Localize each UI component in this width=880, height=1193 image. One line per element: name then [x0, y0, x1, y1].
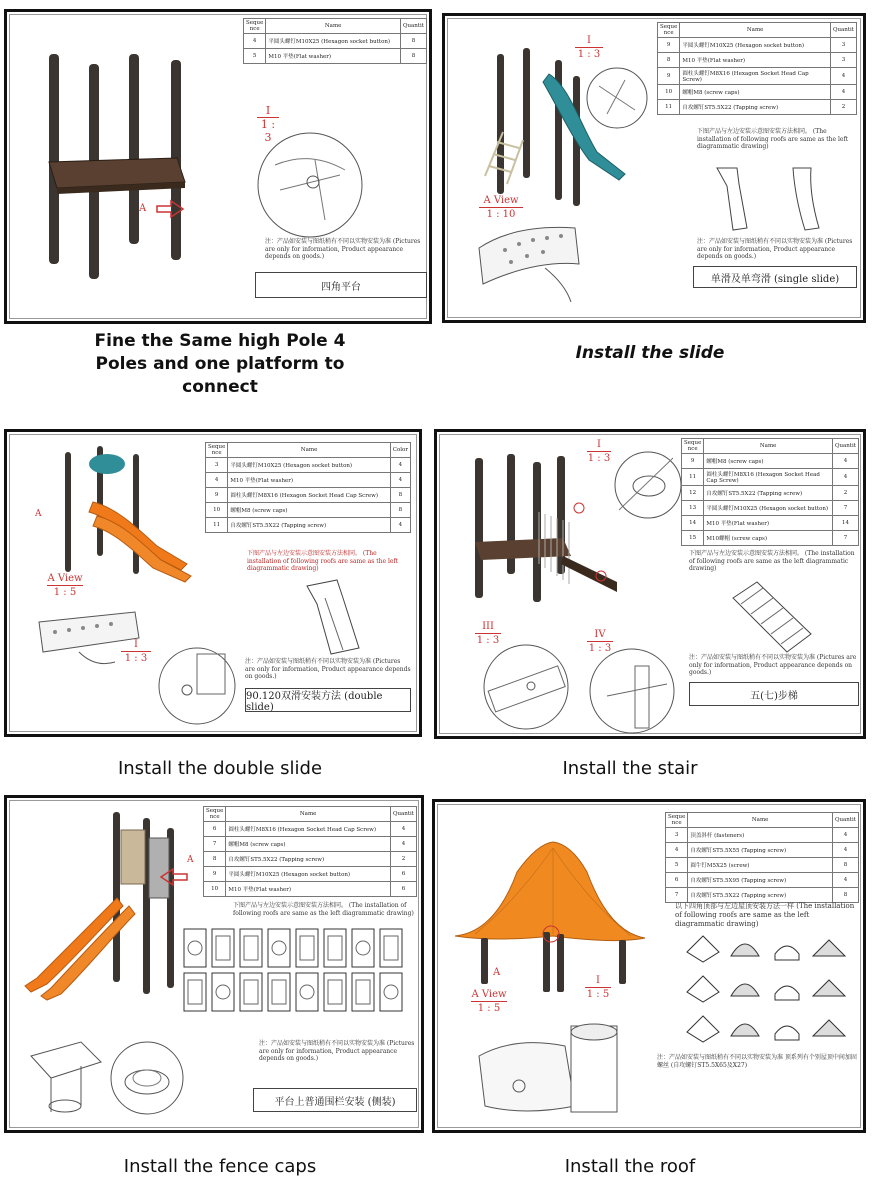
- col-name: Name: [704, 439, 833, 454]
- option-thumbnail: [775, 986, 799, 1000]
- detail-circle-i: [585, 66, 649, 130]
- detail-label-iii: III 1 : 3: [476, 621, 500, 646]
- table-row: 9 平圆头螺钉M10X25 (Hexagon socket button) 6: [204, 867, 417, 882]
- option-thumbnail: [184, 973, 206, 1011]
- disclaimer-note: 注：产品如安装与图纸稍有不同以实物安装为准 顶系列有个别屋顶中间加固螺丝 (自攻螺钉ST5.5X65及X27): [657, 1054, 857, 1069]
- detail-circle-right: [107, 1038, 187, 1118]
- detail-circle-left: [21, 1026, 111, 1116]
- instruction-text: 下图产品与左边安装示意图安装方法相同。 (The installation of following roofs are same as the left diagrammatic drawing): [233, 902, 414, 917]
- instruction-text: 下图产品与左边安装示意图安装方法相同。 (The installation of following roofs are same as the left diagrammatic drawing): [697, 128, 849, 150]
- panel-fence-caps: [4, 795, 424, 1133]
- panel-roof: [432, 799, 866, 1133]
- col-sequence: Seque nce: [666, 813, 688, 828]
- panel-title: 90.120双滑安装方法 (double slide): [245, 688, 411, 712]
- platform-illustration: [37, 52, 237, 312]
- slide-variant-straight: [707, 164, 757, 234]
- fence-panel: [121, 830, 145, 884]
- table-row: 6 自攻螺钉ST5.5X95 (Tapping screw) 4: [666, 873, 859, 888]
- col-name: Name: [228, 443, 390, 458]
- option-thumbnail: [731, 984, 759, 996]
- option-thumbnail: [296, 929, 318, 967]
- table-row: 9 圆柱头螺钉M8X16 (Hexagon Socket Head Cap Screw) 8: [206, 488, 411, 503]
- panel-title: 四角平台: [255, 272, 427, 298]
- option-thumbnail: [268, 929, 290, 967]
- option-thumbnail: [240, 973, 262, 1011]
- option-thumbnail: [240, 929, 262, 967]
- option-thumbnail: [184, 929, 206, 967]
- table-row: 4 M10 平垫(Flat washer) 4: [206, 473, 411, 488]
- caption-double-slide: Install the double slide: [117, 758, 323, 779]
- option-thumbnail: [687, 936, 719, 962]
- stair-drawing: [727, 578, 817, 658]
- table-row: 8 自攻螺钉ST5.5X22 (Tapping screw) 2: [204, 852, 417, 867]
- detail-circle-i: [255, 130, 365, 240]
- pole: [619, 940, 626, 984]
- option-thumbnail: [268, 973, 290, 1011]
- col-name: Name: [266, 19, 401, 34]
- option-thumbnail: [731, 944, 759, 956]
- view-label-a: A View 1 : 5: [471, 989, 507, 1014]
- col-name: Name: [688, 813, 833, 828]
- table-row: 9 螺帽M8 (screw caps) 4: [682, 454, 859, 469]
- table-row: 15 M10螺帽 (screw caps) 7: [682, 531, 859, 546]
- table-row: 13 平圆头螺钉M10X25 (Hexagon socket button) 7: [682, 501, 859, 516]
- view-marker-a: A: [139, 203, 147, 214]
- view-a-drawing: [475, 224, 585, 304]
- table-row: 11 圆柱头螺钉M8X16 (Hexagon Socket Head Cap Screw) 4: [682, 469, 859, 486]
- table-row: 3 平圆头螺钉M10X25 (Hexagon socket button) 4: [206, 458, 411, 473]
- col-quantity: Quantit: [830, 23, 856, 38]
- table-row: 10 螺帽M8 (screw caps) 8: [206, 503, 411, 518]
- table-row: 7 自攻螺钉ST5.5X22 (Tapping screw) 8: [666, 888, 859, 903]
- pole: [533, 462, 541, 602]
- detail-label-iv: IV 1 : 3: [588, 629, 612, 654]
- col-sequence: Seque nce: [204, 807, 226, 822]
- double-slide-drawing: [297, 578, 367, 658]
- table-row: 10 M10 平垫(Flat washer) 6: [204, 882, 417, 897]
- table-row: 3 顶盖斜杆 (fasteners) 4: [666, 828, 859, 843]
- detail-circle-iv: [587, 646, 677, 736]
- disclaimer-note: 注：产品如安装与图纸稍有不同以实物安装为准 (Pictures are only for information, Product appearance depends on goods.): [697, 238, 853, 260]
- pole: [49, 54, 59, 264]
- caption-slide: Install the slide: [575, 343, 725, 363]
- caption-stair: Install the stair: [562, 758, 698, 779]
- caption-platform: Fine the Same high Pole 4 Poles and one platform to connect: [94, 331, 346, 397]
- parts-table: [681, 438, 859, 546]
- parts-table: [657, 22, 857, 115]
- slide-variant-curved: [781, 164, 831, 234]
- panel-title: 平台上普通围栏安装 (侧装): [253, 1088, 417, 1112]
- pole: [475, 458, 483, 598]
- detail-circle-i: [613, 450, 683, 520]
- col-quantity: Quantit: [832, 813, 858, 828]
- panel-title: 五(七)步梯: [689, 682, 859, 706]
- double-slide-illustration: [37, 442, 227, 592]
- detail-circle-iii: [481, 642, 571, 732]
- col-quantity: Quantit: [390, 807, 416, 822]
- col-color: Color: [390, 443, 410, 458]
- option-thumbnail: [352, 929, 374, 967]
- instruction-text: 下图产品与左边安装示意图安装方法相同。 (The installation of following roofs are same as the left diagrammatic drawing): [247, 550, 399, 572]
- option-thumbnail: [352, 973, 374, 1011]
- option-thumbnail: [775, 946, 799, 960]
- caption-roof: Install the roof: [564, 1156, 696, 1177]
- table-row: 12 自攻螺钉ST5.5X22 (Tapping screw) 2: [682, 486, 859, 501]
- option-thumbnail: [324, 929, 346, 967]
- pole: [113, 812, 120, 982]
- arrow-a-icon: [159, 868, 189, 886]
- roof-connector-drawing: [475, 1016, 625, 1126]
- instruction-text: 以下四角顶部与左边屋顶安装方法一样 (The installation of following roofs are same as the left diagrammatic drawing): [675, 902, 855, 928]
- table-row: 9 平圆头螺钉M10X25 (Hexagon socket button) 3: [658, 38, 857, 53]
- detail-label-i: I 1 : 5: [586, 975, 610, 1000]
- option-thumbnail: [775, 1026, 799, 1040]
- panel-title: 单滑及单弯滑 (single slide): [693, 266, 857, 288]
- option-thumbnail: [380, 973, 402, 1011]
- pole: [65, 452, 71, 572]
- table-row: 11 自攻螺钉ST5.5X22 (Tapping screw) 2: [658, 100, 857, 115]
- stair-illustration: [467, 452, 627, 612]
- pole: [523, 48, 530, 178]
- col-sequence: Seque nce: [244, 19, 266, 34]
- table-row: 4 自攻螺钉ST5.5X55 (Tapping screw) 4: [666, 843, 859, 858]
- option-thumbnail: [813, 1020, 845, 1036]
- option-thumbnail: [296, 973, 318, 1011]
- option-thumbnail: [813, 980, 845, 996]
- option-thumbnail: [731, 1024, 759, 1036]
- table-row: 14 M10 平垫(Flat washer) 14: [682, 516, 859, 531]
- table-row: 10 螺帽M8 (screw caps) 4: [658, 85, 857, 100]
- pole: [481, 938, 488, 984]
- col-quantity: Quantit: [400, 19, 426, 34]
- disclaimer-note: 注：产品如安装与图纸稍有不同以实物安装为准 (Pictures are only for information, Product appearance depends on goods.): [245, 658, 411, 680]
- col-quantity: Quantit: [832, 439, 858, 454]
- option-thumbnail: [380, 929, 402, 967]
- roof-illustration: [455, 842, 645, 1002]
- detail-label-i: I 1 : 3: [587, 439, 611, 464]
- option-thumbnail: [687, 976, 719, 1002]
- table-row: 4 平圆头螺钉M10X25 (Hexagon socket button) 8: [244, 34, 427, 49]
- view-label-a: A View 1 : 10: [479, 194, 523, 221]
- table-row: 7 螺帽M8 (screw caps) 4: [204, 837, 417, 852]
- panel-slide: [442, 13, 866, 323]
- pole: [557, 934, 564, 992]
- table-row: 5 M10 平垫(Flat washer) 8: [244, 49, 427, 64]
- pole: [497, 54, 504, 194]
- col-name: Name: [680, 23, 831, 38]
- panel-platform: [4, 9, 432, 324]
- fence-panel-options: [183, 928, 413, 1028]
- parts-table: [203, 806, 417, 897]
- panel-stair: [434, 429, 866, 739]
- panel-top-decor: [89, 454, 125, 474]
- table-row: 9 圆柱头螺钉M8X16 (Hexagon Socket Head Cap Screw) 4: [658, 68, 857, 85]
- col-sequence: Seque nce: [682, 439, 704, 454]
- col-name: Name: [226, 807, 391, 822]
- detail-circle-i: [157, 646, 237, 726]
- col-sequence: Seque nce: [658, 23, 680, 38]
- option-thumbnail: [324, 973, 346, 1011]
- view-marker-a: A: [493, 967, 501, 978]
- arrow-a-icon: [155, 200, 185, 218]
- disclaimer-note: 注：产品如安装与图纸稍有不同以实物安装为准 (Pictures are only for information, Product appearance depends on goods.): [689, 654, 857, 676]
- option-thumbnail: [212, 929, 234, 967]
- detail-label-i: I 1 : 3: [121, 638, 151, 665]
- disclaimer-note: 注：产品如安装与图纸稍有不同以实物安装为准 (Pictures are only for information, Product appearance depends on goods.): [259, 1040, 415, 1062]
- panel-double-slide: [4, 429, 422, 737]
- table-row: 5 圆牛钉M5X25 (screw) 8: [666, 858, 859, 873]
- option-thumbnail: [813, 940, 845, 956]
- caption-fence-caps: Install the fence caps: [123, 1156, 317, 1177]
- detail-label-i: I 1 : 3: [575, 34, 603, 61]
- view-marker-a: A: [35, 509, 42, 519]
- parts-table: [205, 442, 411, 533]
- pole: [129, 54, 139, 244]
- table-row: 6 圆柱头螺钉M8X16 (Hexagon Socket Head Cap Screw) 4: [204, 822, 417, 837]
- option-thumbnail: [212, 973, 234, 1011]
- col-sequence: Seque nce: [206, 443, 228, 458]
- fence-illustration: [17, 808, 197, 998]
- table-row: 8 M10 平垫(Flat washer) 3: [658, 53, 857, 68]
- table-row: 11 自攻螺钉ST5.5X22 (Tapping screw) 4: [206, 518, 411, 533]
- instruction-text: 下图产品与左边安装示意图安装方法相同。 (The installation of following roofs are same as the left diagrammatic drawing): [689, 550, 855, 572]
- pole: [133, 454, 139, 574]
- parts-table: [243, 18, 427, 64]
- view-label-a: A View 1 : 5: [47, 573, 83, 598]
- disclaimer-note: 注：产品如安装与图纸稍有不同以实物安装为准 (Pictures are only for information, Product appearance depends on goods.): [265, 238, 421, 260]
- parts-table: [665, 812, 859, 903]
- detail-label-i: I 1 : 3: [257, 104, 279, 144]
- roof-options: [685, 932, 855, 1050]
- option-thumbnail: [687, 1016, 719, 1042]
- view-marker-a: A: [187, 855, 194, 865]
